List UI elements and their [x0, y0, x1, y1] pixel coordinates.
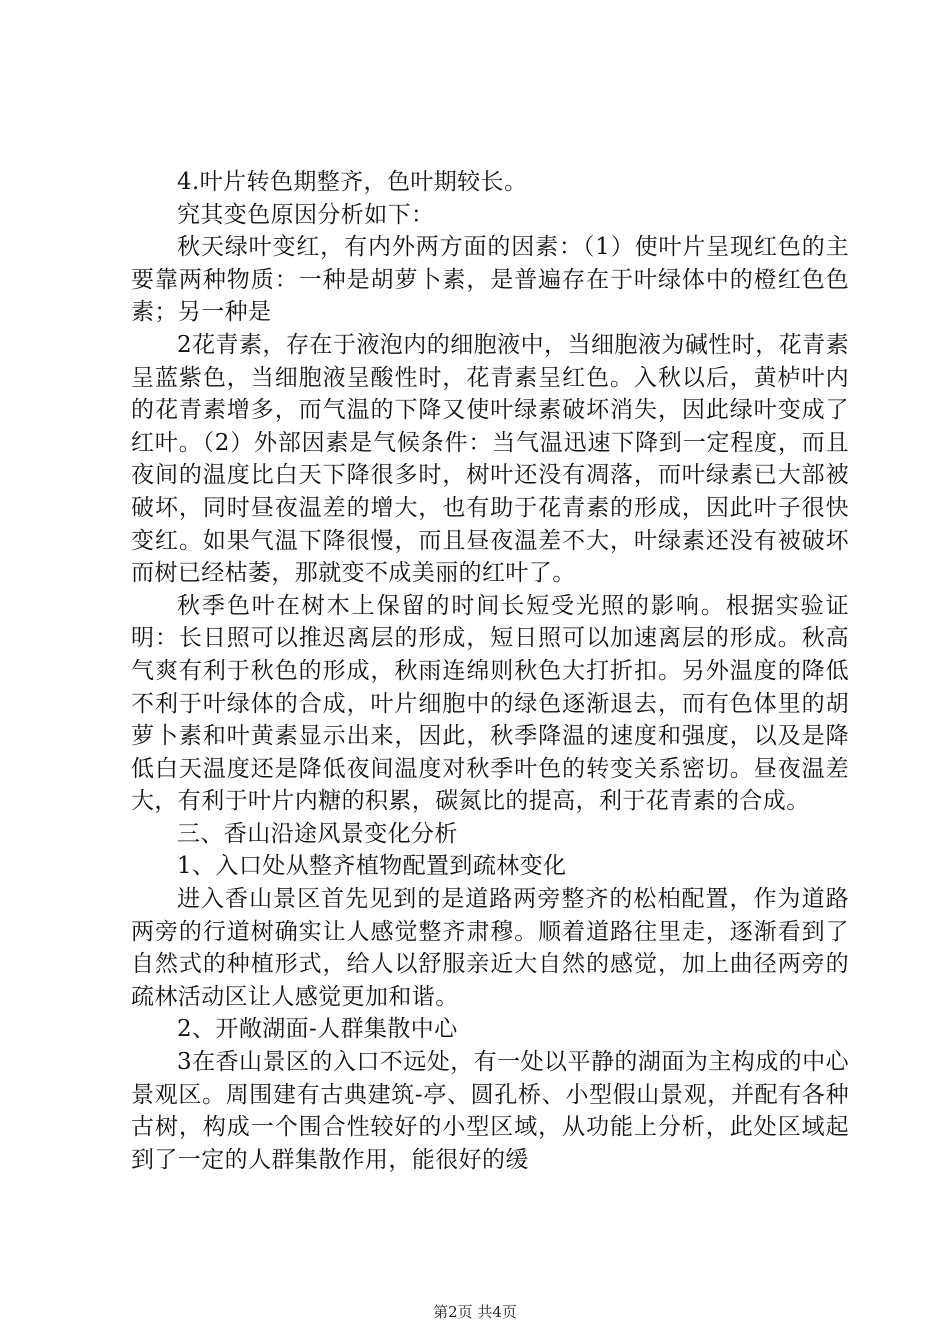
section-heading: 三、香山沿途风景变化分析	[177, 820, 458, 847]
paragraph: 3在香山景区的入口不远处，有一处以平静的湖面为主构成的中心景观区。周围建有古典建筑-亭、圆孔桥、小型假山景观，并配有各种古树，构成一个围合性较好的小型区域，从功能上分析，此处区域起到了一定的人群集散作用，能很好的缓	[131, 1049, 849, 1173]
paragraph: 进入香山景区首先见到的是道路两旁整齐的松柏配置，作为道路两旁的行道树确实让人感觉整齐肃穆。顺着道路往里走，逐渐看到了自然式的种植形式，给人以舒服亲近大自然的感觉，加上曲径两旁的疏林活动区让人感觉更加和谐。	[131, 886, 849, 1010]
paragraph: 2花青素，存在于液泡内的细胞液中，当细胞液为碱性时，花青素呈蓝紫色，当细胞液呈酸性时，花青素呈红色。入秋以后，黄栌叶内的花青素增多，而气温的下降又使叶绿素破坏消失，因此绿叶变成了红叶。（2）外部因素是气候条件：当气温迅速下降到一定程度，而且夜间的温度比白天下降很多时，树叶还没有凋落，而叶绿素已大部被破坏，同时昼夜温差的增大，也有助于花青素的形成，因此叶子很快变红。如果气温下降很慢，而且昼夜温差不大，叶绿素还没有被破坏而树已经枯萎，那就变不成美丽的红叶了。	[131, 331, 849, 587]
paragraph: 秋季色叶在树木上保留的时间长短受光照的影响。根据实验证明：长日照可以推迟离层的形成，短日照可以加速离层的形成。秋高气爽有利于秋色的形成，秋雨连绵则秋色大打折扣。另外温度的降低不利于叶绿体的合成，叶片细胞中的绿色逐渐退去，而有色体里的胡萝卜素和叶黄素显示出来，因此，秋季降温的速度和强度，以及是降低白天温度还是降低夜间温度对秋季叶色的转变关系密切。昼夜温差大，有利于叶片内糖的积累，碳氮比的提高，利于花青素的合成。	[131, 592, 849, 815]
paragraph: 4.叶片转色期整齐，色叶期较长。	[177, 169, 528, 195]
document-body	[131, 166, 849, 1176]
paragraph: 究其变色原因分析如下：	[177, 201, 435, 228]
subsection-heading: 1、入口处从整齐植物配置到疏林变化	[177, 853, 567, 880]
subsection-heading: 2、开敞湖面-人群集散中心	[177, 1016, 458, 1043]
page-number: 第2页 共4页	[433, 1303, 517, 1321]
paragraph: 秋天绿叶变红，有内外两方面的因素：（1）使叶片呈现红色的主要靠两种物质：一种是胡萝卜素，是普遍存在于叶绿体中的橙红色色素；另一种是	[131, 234, 849, 326]
